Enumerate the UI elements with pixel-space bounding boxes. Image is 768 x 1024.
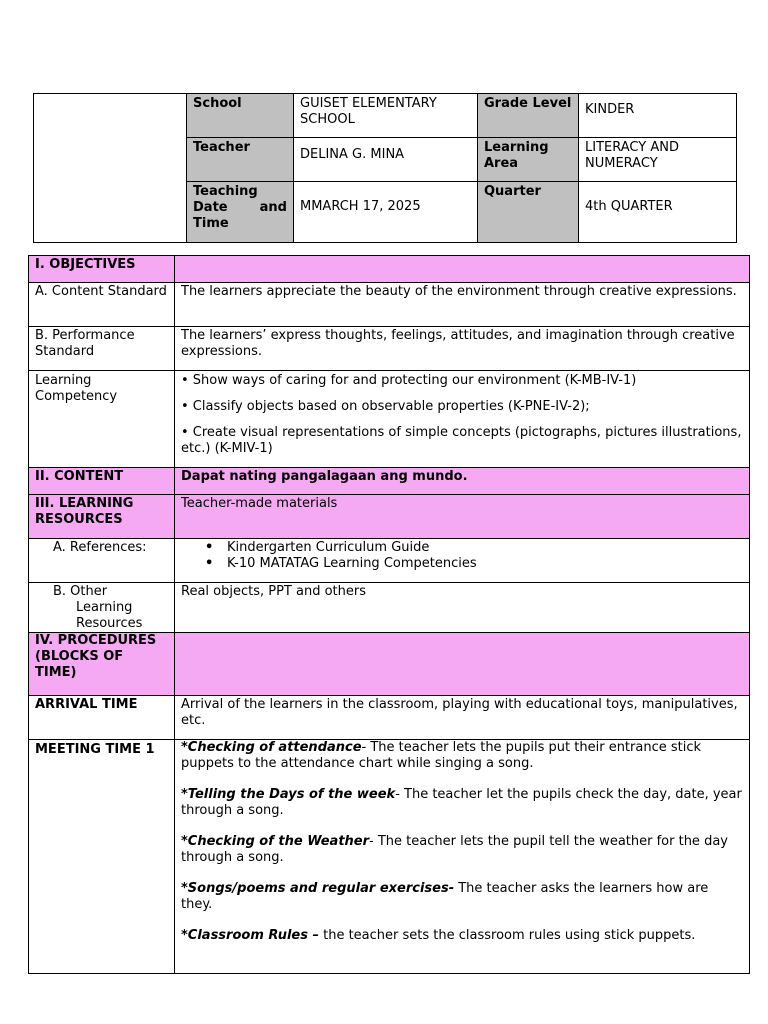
activity-title: *Classroom Rules – xyxy=(181,928,319,943)
activity-text: - The teacher lets the pupils put their entrance stick puppets to the attendance chart while singing a song. xyxy=(181,740,702,771)
activity-attendance xyxy=(181,740,743,772)
header-table xyxy=(33,93,737,243)
quarter-label: Quarter xyxy=(478,182,579,243)
content-text: Dapat nating pangalagaan ang mundo. xyxy=(175,468,750,495)
content-row xyxy=(29,468,750,495)
other-resources-label-line1: B. Other xyxy=(53,584,108,599)
quarter-value: 4th QUARTER xyxy=(579,182,737,243)
content-standard-label: A. Content Standard xyxy=(29,283,175,327)
activity-text: - The teacher lets the pupil tell the weather for the day through a song. xyxy=(181,834,728,865)
objectives-row xyxy=(29,256,750,283)
competency-item: • Show ways of caring for and protecting our environment (K-MB-IV-1) xyxy=(181,373,637,388)
date-label-line3: Time xyxy=(193,216,229,231)
grade-value: KINDER xyxy=(579,94,737,138)
logo-cell xyxy=(34,94,187,243)
content-standard-text: The learners appreciate the beauty of the environment through creative expressions. xyxy=(175,283,750,327)
procedures-label: IV. PROCEDURES (BLOCKS OF TIME) xyxy=(29,633,175,696)
activity-title: *Checking of attendance xyxy=(181,740,362,755)
content-standard-row xyxy=(29,283,750,327)
competency-list xyxy=(175,371,750,468)
lesson-plan-table xyxy=(28,255,750,974)
competency-row xyxy=(29,371,750,468)
activity-text: - The teacher let the pupils check the day, date, year through a song. xyxy=(181,787,742,818)
competency-label: Learning Competency xyxy=(29,371,175,468)
other-resources-label xyxy=(29,583,175,633)
performance-standard-row xyxy=(29,327,750,371)
activity-text: The teacher asks the learners how are they. xyxy=(181,881,709,912)
date-label-word-and: and xyxy=(259,200,287,215)
objectives-label: I. OBJECTIVES xyxy=(29,256,175,283)
performance-standard-text: The learners’ express thoughts, feelings, attitudes, and imagination through creative expressions. xyxy=(175,327,750,371)
area-value: LITERACY AND NUMERACY xyxy=(579,138,737,182)
other-resources-label-line3: Resources xyxy=(76,616,143,631)
school-label: School xyxy=(187,94,294,138)
date-label-line1: Teaching xyxy=(193,184,258,199)
reference-item: • K-10 MATATAG Learning Competencies xyxy=(205,556,743,572)
activity-text: the teacher sets the classroom rules using stick puppets. xyxy=(318,928,696,943)
date-value: MMARCH 17, 2025 xyxy=(294,182,478,243)
meeting-row xyxy=(29,740,750,974)
date-label xyxy=(187,182,294,243)
procedures-row xyxy=(29,633,750,696)
competency-item: • Classify objects based on observable properties (K-PNE-IV-2); xyxy=(181,399,590,414)
resources-text: Teacher-made materials xyxy=(175,495,750,539)
area-label: Learning Area xyxy=(478,138,579,182)
reference-item: • Kindergarten Curriculum Guide xyxy=(205,540,743,556)
competency-item: • Create visual representations of simple concepts (pictographs, pictures illustrations, etc.) (K-MIV-1) xyxy=(181,425,742,456)
resources-row xyxy=(29,495,750,539)
activity-title: *Checking of the Weather xyxy=(181,834,370,849)
activity-days xyxy=(181,787,743,819)
meeting-label: MEETING TIME 1 xyxy=(29,740,175,974)
teacher-value: DELINA G. MINA xyxy=(294,138,478,182)
activity-title: *Telling the Days of the week xyxy=(181,787,396,802)
activity-title: *Songs/poems and regular exercises- xyxy=(181,881,455,896)
other-resources-text: Real objects, PPT and others xyxy=(175,583,750,633)
meeting-activities xyxy=(175,740,750,974)
other-resources-row xyxy=(29,583,750,633)
date-label-line2 xyxy=(193,200,287,216)
arrival-text: Arrival of the learners in the classroom, playing with educational toys, manipulatives, etc. xyxy=(175,696,750,740)
activity-songs xyxy=(181,881,743,913)
arrival-label: ARRIVAL TIME xyxy=(29,696,175,740)
performance-standard-label: B. Performance Standard xyxy=(29,327,175,371)
references-label: A. References: xyxy=(29,539,175,583)
activity-rules xyxy=(181,928,743,944)
content-label: II. CONTENT xyxy=(29,468,175,495)
other-resources-label-line2: Learning xyxy=(76,600,133,615)
activity-weather xyxy=(181,834,743,866)
resources-label: III. LEARNING RESOURCES xyxy=(29,495,175,539)
references-row xyxy=(29,539,750,583)
grade-label: Grade Level xyxy=(478,94,579,138)
teacher-label: Teacher xyxy=(187,138,294,182)
arrival-row xyxy=(29,696,750,740)
references-list xyxy=(181,540,743,572)
date-label-word-date: Date xyxy=(193,200,228,215)
school-value: GUISET ELEMENTARY SCHOOL xyxy=(294,94,478,138)
